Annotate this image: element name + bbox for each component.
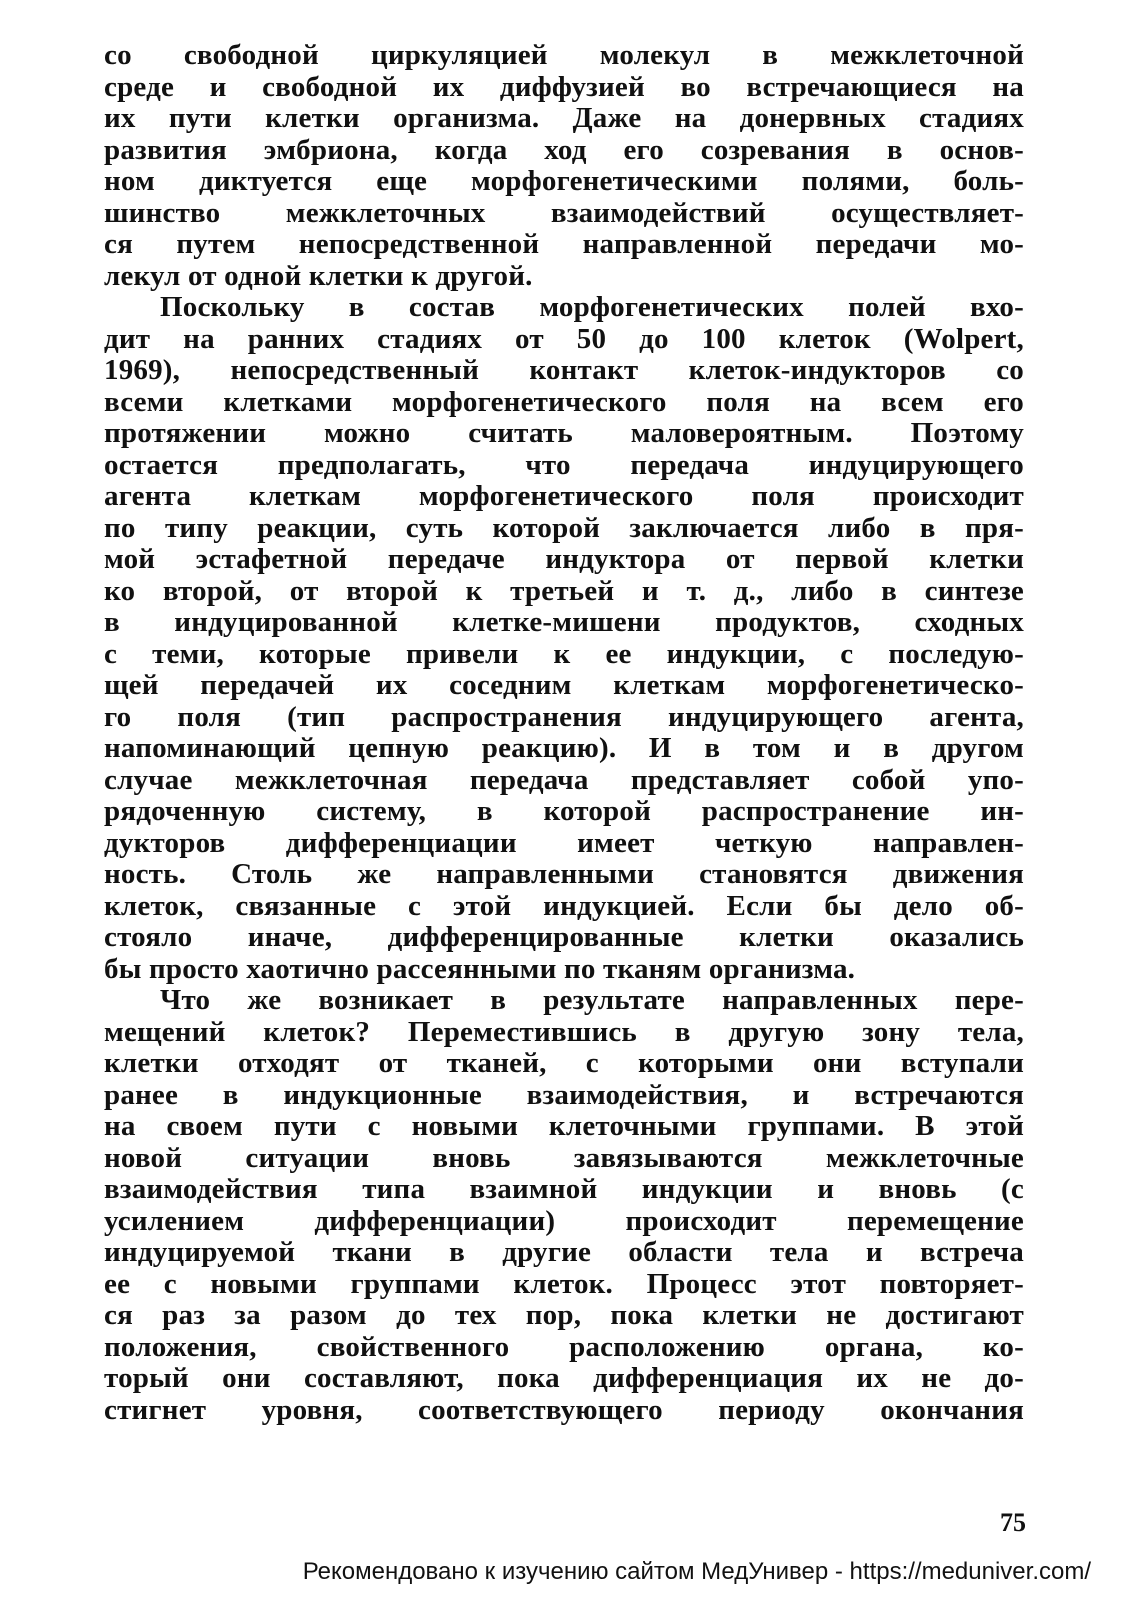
text-line: стояло иначе, дифференцированные клетки оказались — [104, 921, 1024, 953]
text-line: среде и свободной их диффузией во встречающиеся на — [104, 70, 1024, 103]
text-line: ко второй, от второй к третьей и т. д., либо в синтезе — [104, 574, 1024, 607]
text-line: взаимодействия типа взаимной индукции и вновь (с — [104, 1173, 1024, 1205]
text-line: всеми клетками морфогенетического поля на всем его — [104, 385, 1024, 418]
text-line: напоминающий цепную реакцию). И в том и в другом — [104, 732, 1024, 764]
text-line: на своем пути с новыми клеточными группами. В этой — [104, 1110, 1024, 1142]
book-page-text — [104, 40, 1024, 1426]
text-line: ном диктуется еще морфогенетическими полями, боль- — [104, 165, 1024, 197]
text-line: индуцируемой ткани в другие области тела и встреча — [104, 1236, 1024, 1268]
text-line: го поля (тип распространения индуцирующего агента, — [104, 700, 1024, 733]
text-line: щей передачей их соседним клеткам морфогенетическо- — [104, 669, 1024, 701]
text-line: дукторов дифференциации имеет четкую направлен- — [104, 826, 1024, 859]
text-line: агента клеткам морфогенетического поля происходит — [104, 480, 1024, 512]
text-line: лекул от одной клетки к другой. — [104, 259, 533, 292]
text-line: с теми, которые привели к ее индукции, с последую- — [104, 637, 1024, 670]
text-line: стигнет уровня, соответствующего периоду окончания — [104, 1393, 1024, 1426]
text-line: Что же возникает в результате направленных пере- — [160, 984, 1024, 1016]
text-line: в индуцированной клетке-мишени продуктов, сходных — [104, 606, 1024, 638]
text-line: положения, свойственного расположению органа, ко- — [104, 1330, 1024, 1363]
text-line: клетки отходят от тканей, с которыми они вступали — [104, 1047, 1024, 1079]
text-line: развития эмбриона, когда ход его созревания в основ- — [104, 133, 1024, 166]
text-line: ся путем непосредственной направленной передачи мо- — [104, 228, 1024, 260]
text-line: ранее в индукционные взаимодействия, и встречаются — [104, 1078, 1024, 1111]
text-line: шинство межклеточных взаимодействий осуществляет- — [104, 196, 1024, 229]
text-line: со свободной циркуляцией молекул в межклеточной — [104, 39, 1024, 71]
text-line: усилением дифференциации) происходит перемещение — [104, 1204, 1024, 1237]
text-line: бы просто хаотично рассеянными по тканям организма. — [104, 952, 856, 985]
text-line: Поскольку в состав морфогенетических полей вхо- — [160, 291, 1024, 323]
text-line: торый они составляют, пока дифференциация их не до- — [104, 1362, 1024, 1394]
text-line: 1969), непосредственный контакт клеток-индукторов со — [104, 354, 1024, 386]
text-line: по типу реакции, суть которой заключается либо в пря- — [104, 511, 1024, 544]
text-line: протяжении можно считать маловероятным. Поэтому — [104, 417, 1024, 449]
text-line: остается предполагать, что передача индуцирующего — [104, 448, 1024, 481]
page-number: 75 — [1000, 1508, 1026, 1537]
footer-recommendation: Рекомендовано к изучению сайтом МедУнивер - https://meduniver.com/ — [302, 1558, 1091, 1585]
text-line: ее с новыми группами клеток. Процесс этот повторяет- — [104, 1267, 1024, 1300]
text-line: рядоченную систему, в которой распространение ин- — [104, 795, 1024, 827]
text-line: мой эстафетной передаче индуктора от первой клетки — [104, 543, 1024, 575]
text-line: ся раз за разом до тех пор, пока клетки не достигают — [104, 1299, 1024, 1331]
text-line: случае межклеточная передача представляет собой упо- — [104, 763, 1024, 796]
text-line: ность. Столь же направленными становятся движения — [104, 858, 1024, 890]
text-line: дит на ранних стадиях от 50 до 100 клеток (Wolpert, — [104, 322, 1024, 355]
text-line: новой ситуации вновь завязываются межклеточные — [104, 1141, 1024, 1174]
text-line: мещений клеток? Переместившись в другую зону тела, — [104, 1015, 1024, 1048]
text-line: клеток, связанные с этой индукцией. Если бы дело об- — [104, 889, 1024, 922]
text-line: их пути клетки организма. Даже на донервных стадиях — [104, 102, 1024, 134]
